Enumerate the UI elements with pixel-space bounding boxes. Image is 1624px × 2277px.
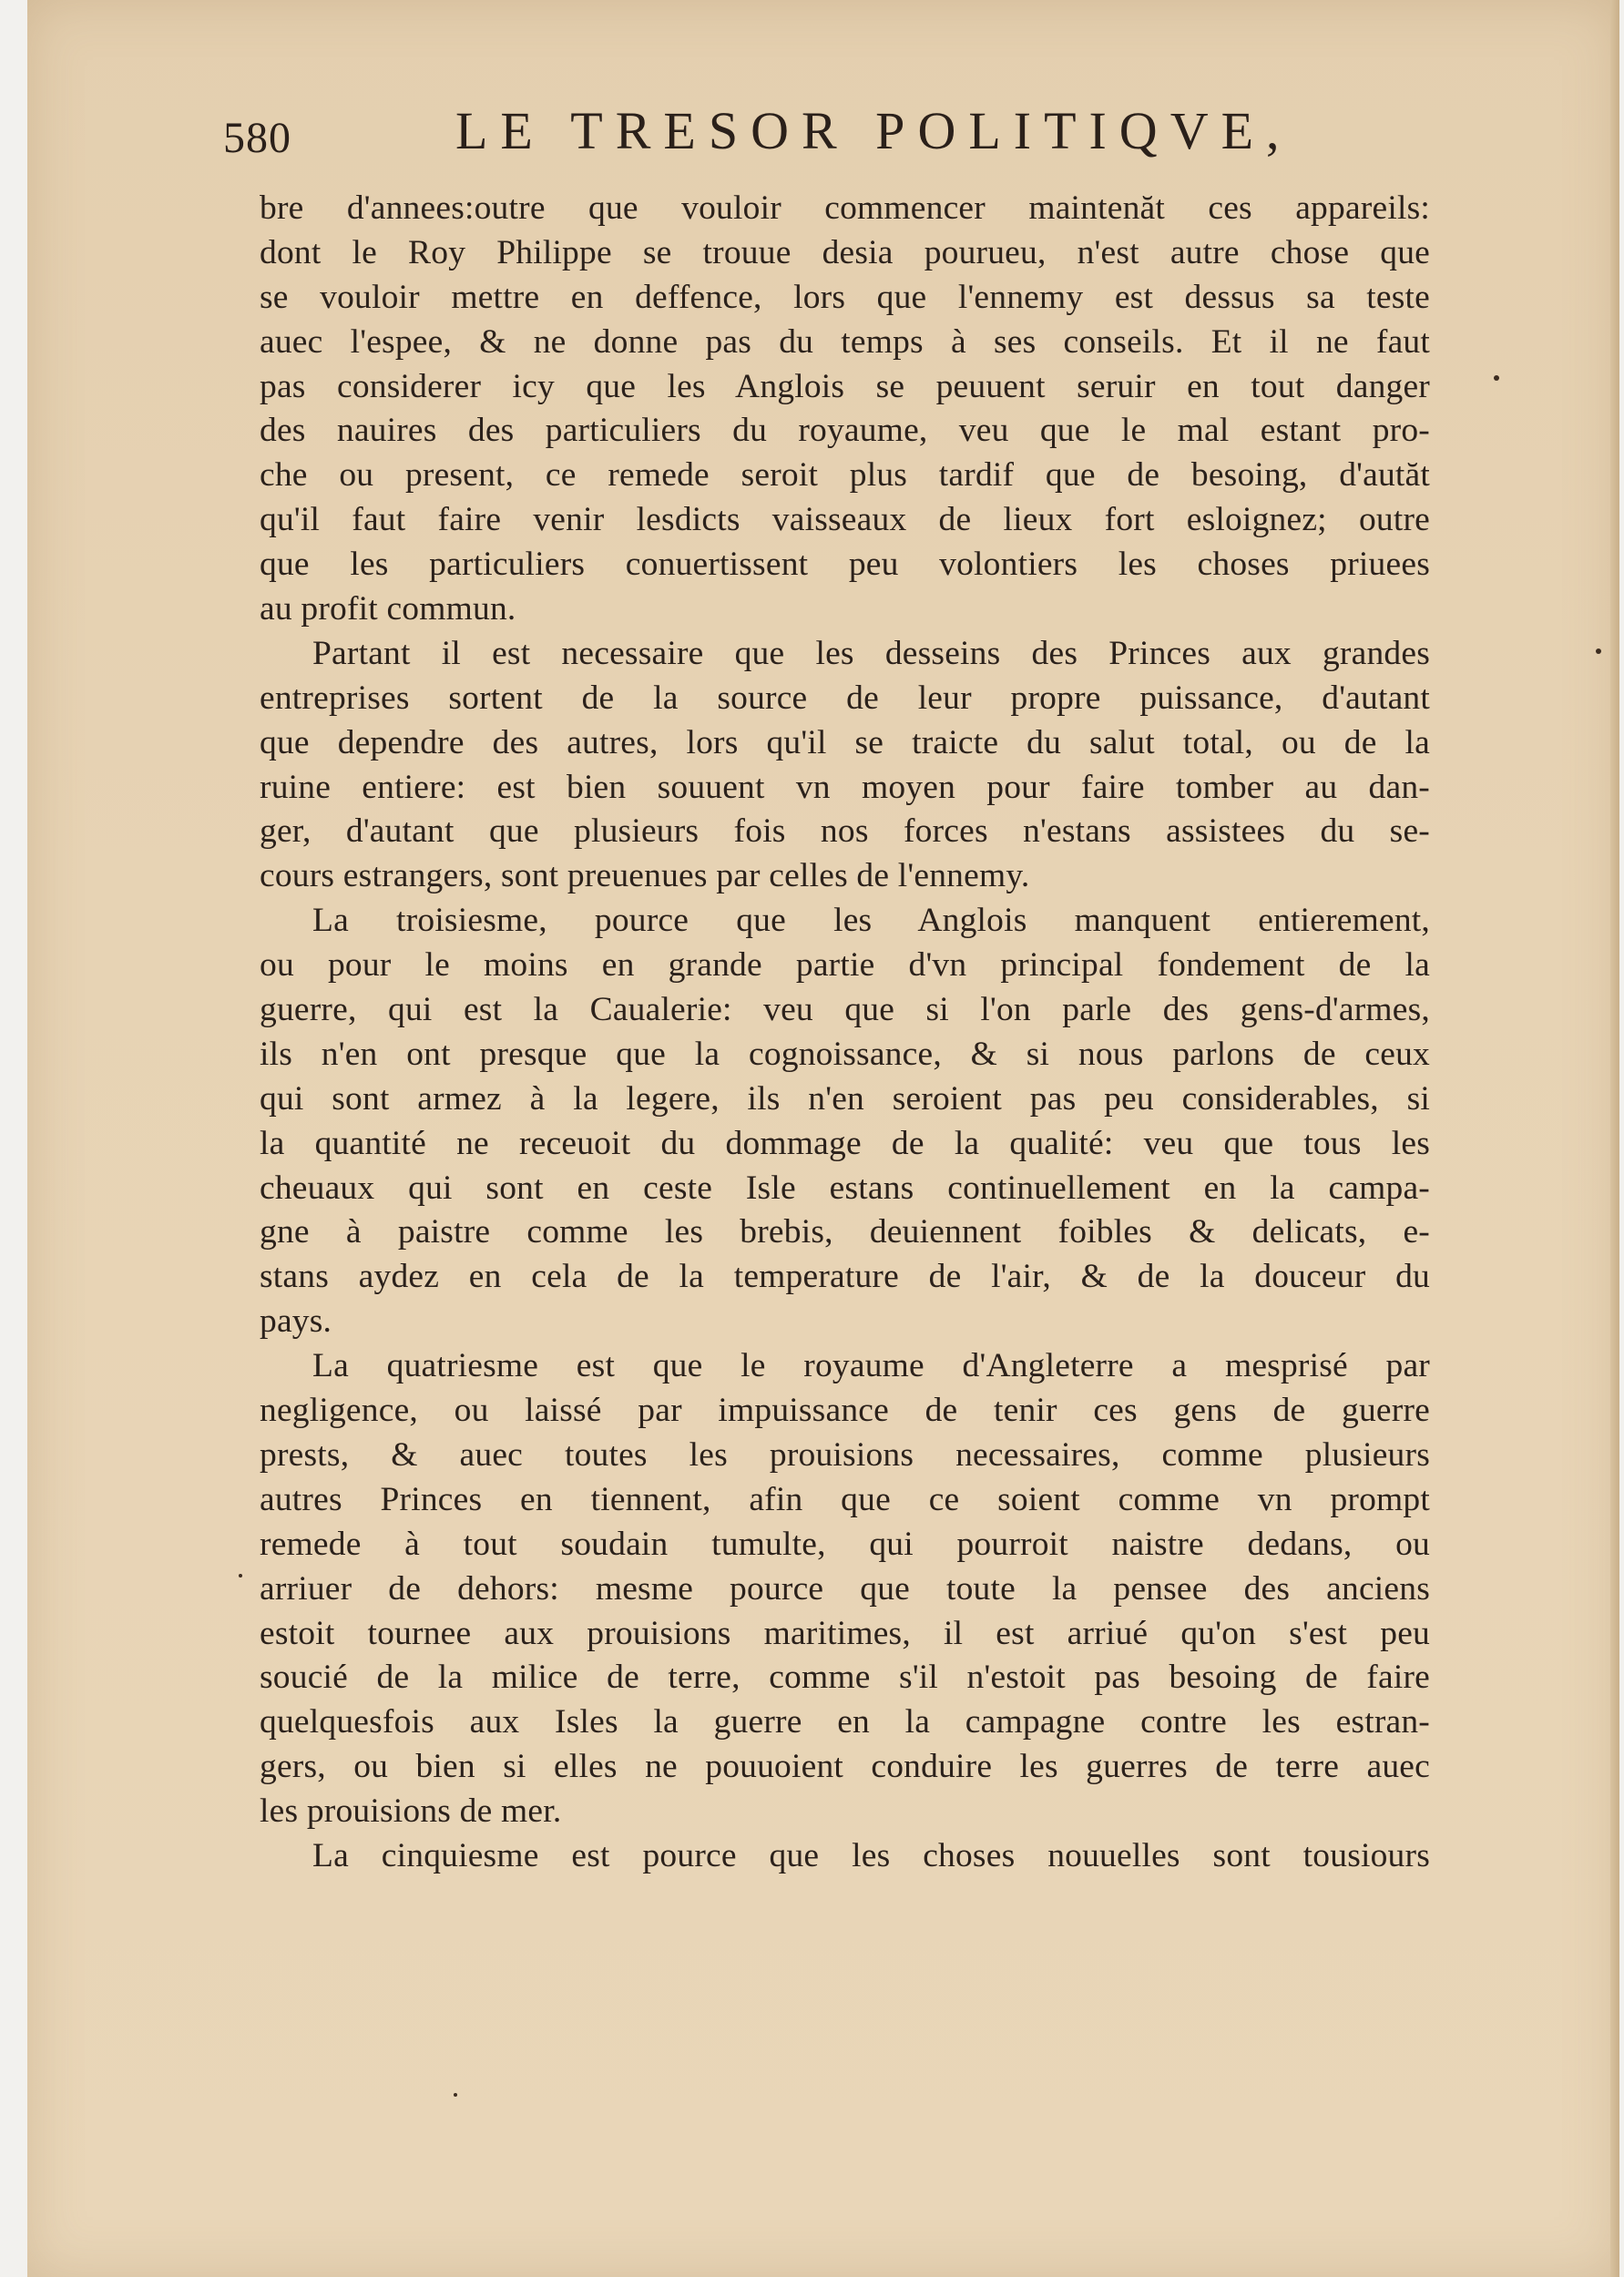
- text-line: au profit commun.: [260, 590, 516, 628]
- text-line: ger, d'autant que plusieurs fois nos forces n'estans assistees du se-: [260, 812, 1430, 851]
- text-line: soucié de la milice de terre, comme s'il n'estoit pas besoing de faire: [260, 1659, 1430, 1697]
- text-line: remede à tout soudain tumulte, qui pourroit naistre dedans, ou: [260, 1525, 1430, 1563]
- text-line: la quantité ne receuoit du dommage de la qualité: veu que tous les: [260, 1124, 1430, 1162]
- ink-speck: [1596, 648, 1601, 654]
- text-line: estoit tournee aux prouisions maritimes, il est arriué qu'on s'est peu: [260, 1614, 1430, 1652]
- text-line: La quatriesme est que le royaume d'Angleterre a mesprisé par: [312, 1347, 1430, 1385]
- text-line: stans aydez en cela de la temperature de l'air, & de la douceur du: [260, 1258, 1430, 1296]
- text-line: negligence, ou laissé par impuissance de tenir ces gens de guerre: [260, 1392, 1430, 1430]
- text-line: ruine entiere: est bien souuent vn moyen pour faire tomber au dan-: [260, 768, 1430, 806]
- text-line: cours estrangers, sont preuenues par celles de l'ennemy.: [260, 857, 1030, 895]
- text-line: bre d'annees:outre que vouloir commencer maintenăt ces appareils:: [260, 189, 1430, 227]
- text-line: quelquesfois aux Isles la guerre en la campagne contre les estran-: [260, 1703, 1430, 1741]
- text-line: cheuaux qui sont en ceste Isle estans continuellement en la campa-: [260, 1169, 1430, 1207]
- ink-speck: [454, 2093, 457, 2097]
- text-line: gne à paistre comme les brebis, deuiennent foibles & delicats, e-: [260, 1213, 1430, 1251]
- running-title: LE TRESOR POLITIQVE,: [455, 101, 1292, 160]
- text-line: guerre, qui est la Caualerie: veu que si l'on parle des gens-d'armes,: [260, 991, 1430, 1029]
- text-line: La troisiesme, pource que les Anglois manquent entierement,: [312, 902, 1430, 940]
- text-line: Partant il est necessaire que les desseins des Princes aux grandes: [312, 634, 1430, 672]
- text-line: autres Princes en tiennent, afin que ce soient comme vn prompt: [260, 1480, 1430, 1518]
- text-line: que dependre des autres, lors qu'il se traicte du salut total, ou de la: [260, 723, 1430, 761]
- text-line: dont le Roy Philippe se trouue desia pourueu, n'est autre chose que: [260, 233, 1430, 271]
- page-number: 580: [223, 114, 291, 162]
- text-line: arriuer de dehors: mesme pource que toute la pensee des anciens: [260, 1569, 1430, 1608]
- text-line: ou pour le moins en grande partie d'vn principal fondement de la: [260, 946, 1430, 985]
- text-line: La cinquiesme est pource que les choses nouuelles sont tousiours: [312, 1836, 1430, 1874]
- text-line: ils n'en ont presque que la cognoissance, & si nous parlons de ceux: [260, 1035, 1430, 1073]
- text-line: pas considerer icy que les Anglois se peuuent seruir en tout danger: [260, 367, 1430, 405]
- text-line: prests, & auec toutes les prouisions necessaires, comme plusieurs: [260, 1435, 1430, 1474]
- ink-speck: [1494, 375, 1499, 381]
- text-line: des nauires des particuliers du royaume, veu que le mal estant pro-: [260, 412, 1430, 450]
- text-line: se vouloir mettre en deffence, lors que l'ennemy est dessus sa teste: [260, 278, 1430, 316]
- body-text: [260, 187, 1430, 1879]
- text-line: pays.: [260, 1302, 332, 1341]
- text-line: qu'il faut faire venir lesdicts vaisseaux de lieux fort esloignez; outre: [260, 501, 1430, 539]
- text-line: auec l'espee, & ne donne pas du temps à ses conseils. Et il ne faut: [260, 322, 1430, 361]
- text-line: gers, ou bien si elles ne pouuoient conduire les guerres de terre auec: [260, 1748, 1430, 1786]
- text-line: che ou present, ce remede seroit plus tardif que de besoing, d'autăt: [260, 456, 1430, 495]
- text-line: qui sont armez à la legere, ils n'en seroient pas peu considerables, si: [260, 1079, 1430, 1118]
- ink-speck: [239, 1574, 242, 1578]
- text-line: que les particuliers conuertissent peu volontiers les choses priuees: [260, 546, 1430, 584]
- text-line: les prouisions de mer.: [260, 1792, 562, 1831]
- text-line: entreprises sortent de la source de leur propre puissance, d'autant: [260, 679, 1430, 717]
- page-edge: [1610, 0, 1619, 2277]
- running-head: [223, 100, 1444, 173]
